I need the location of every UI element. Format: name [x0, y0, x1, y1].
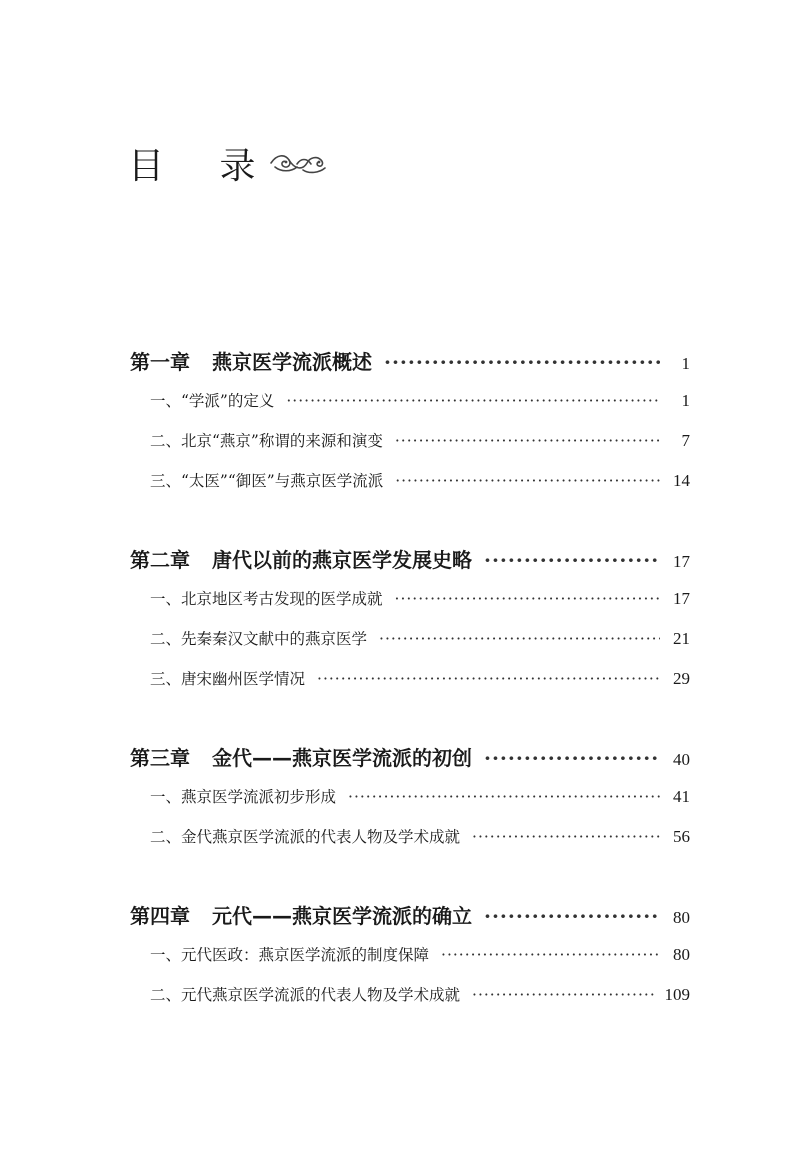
- dot-leader: [395, 461, 660, 501]
- chapter-label: [130, 739, 472, 777]
- dot-leader: [472, 975, 654, 1015]
- section-title: 一、燕京医学流派初步形成: [150, 788, 337, 806]
- section-entry[interactable]: [130, 381, 690, 421]
- page-number: 21: [673, 629, 690, 648]
- page-number: 80: [673, 945, 690, 964]
- section-title: 二、北京“燕京”称谓的来源和演变: [150, 432, 383, 450]
- chapter-heading[interactable]: [130, 343, 690, 381]
- page-number: 80: [673, 908, 690, 927]
- dot-leader: [395, 579, 660, 619]
- page-title: 目 录: [128, 145, 278, 187]
- dot-leader: [286, 381, 660, 421]
- section-title: 一、“学派”的定义: [150, 392, 275, 410]
- section-title: 三、“太医”“御医”与燕京医学流派: [150, 472, 384, 490]
- page-number: 1: [681, 354, 690, 373]
- chapter-number: 第一章: [130, 350, 190, 374]
- dot-leader: [317, 659, 660, 699]
- section-title: 三、唐宋幽州医学情况: [150, 670, 306, 688]
- section-entry[interactable]: [130, 421, 690, 461]
- dot-leader: [472, 817, 660, 857]
- chapter-2: [130, 541, 690, 699]
- section-entry[interactable]: [130, 461, 690, 501]
- page-number: 14: [673, 471, 690, 490]
- section-entry[interactable]: [130, 975, 690, 1015]
- chapter-4: [130, 897, 690, 1015]
- page-number: 41: [673, 787, 690, 806]
- dot-leader: [484, 541, 660, 579]
- section-entry[interactable]: [130, 777, 690, 817]
- page-number: 56: [673, 827, 690, 846]
- page-number: 17: [673, 589, 690, 608]
- table-of-contents: [130, 343, 690, 1055]
- chapter-heading[interactable]: [130, 541, 690, 579]
- page-number: 109: [664, 985, 690, 1004]
- section-title: 一、元代医政：燕京医学流派的制度保障: [150, 946, 430, 964]
- page-number: 7: [681, 431, 690, 450]
- section-entry[interactable]: [130, 935, 690, 975]
- page-number: 17: [673, 552, 690, 571]
- dot-leader: [348, 777, 660, 817]
- scroll-flourish-icon: [267, 148, 329, 178]
- section-title: 二、元代燕京医学流派的代表人物及学术成就: [150, 986, 461, 1004]
- dot-leader: [484, 897, 660, 935]
- section-title: 一、北京地区考古发现的医学成就: [150, 590, 383, 608]
- chapter-number: 第四章: [130, 904, 190, 928]
- chapter-label: [130, 343, 372, 381]
- section-entry[interactable]: [130, 817, 690, 857]
- chapter-heading[interactable]: [130, 897, 690, 935]
- chapter-number: 第三章: [130, 746, 190, 770]
- dot-leader: [395, 421, 660, 461]
- page-number: 40: [673, 750, 690, 769]
- dot-leader: [484, 739, 660, 777]
- chapter-label: [130, 897, 472, 935]
- chapter-title: 唐代以前的燕京医学发展史略: [212, 548, 472, 572]
- chapter-title: 燕京医学流派概述: [212, 350, 372, 374]
- section-entry[interactable]: [130, 659, 690, 699]
- chapter-3: [130, 739, 690, 857]
- section-entry[interactable]: [130, 619, 690, 659]
- chapter-heading[interactable]: [130, 739, 690, 777]
- dot-leader: [441, 935, 660, 975]
- chapter-title: 金代——燕京医学流派的初创: [212, 746, 472, 770]
- chapter-label: [130, 541, 472, 579]
- page-number: 29: [673, 669, 690, 688]
- title-row: [128, 138, 329, 188]
- page-number: 1: [681, 391, 690, 410]
- chapter-1: [130, 343, 690, 501]
- section-title: 二、金代燕京医学流派的代表人物及学术成就: [150, 828, 461, 846]
- section-title: 二、先秦秦汉文献中的燕京医学: [150, 630, 368, 648]
- chapter-number: 第二章: [130, 548, 190, 572]
- dot-leader: [379, 619, 660, 659]
- dot-leader: [384, 343, 660, 381]
- section-entry[interactable]: [130, 579, 690, 619]
- chapter-title: 元代——燕京医学流派的确立: [212, 904, 472, 928]
